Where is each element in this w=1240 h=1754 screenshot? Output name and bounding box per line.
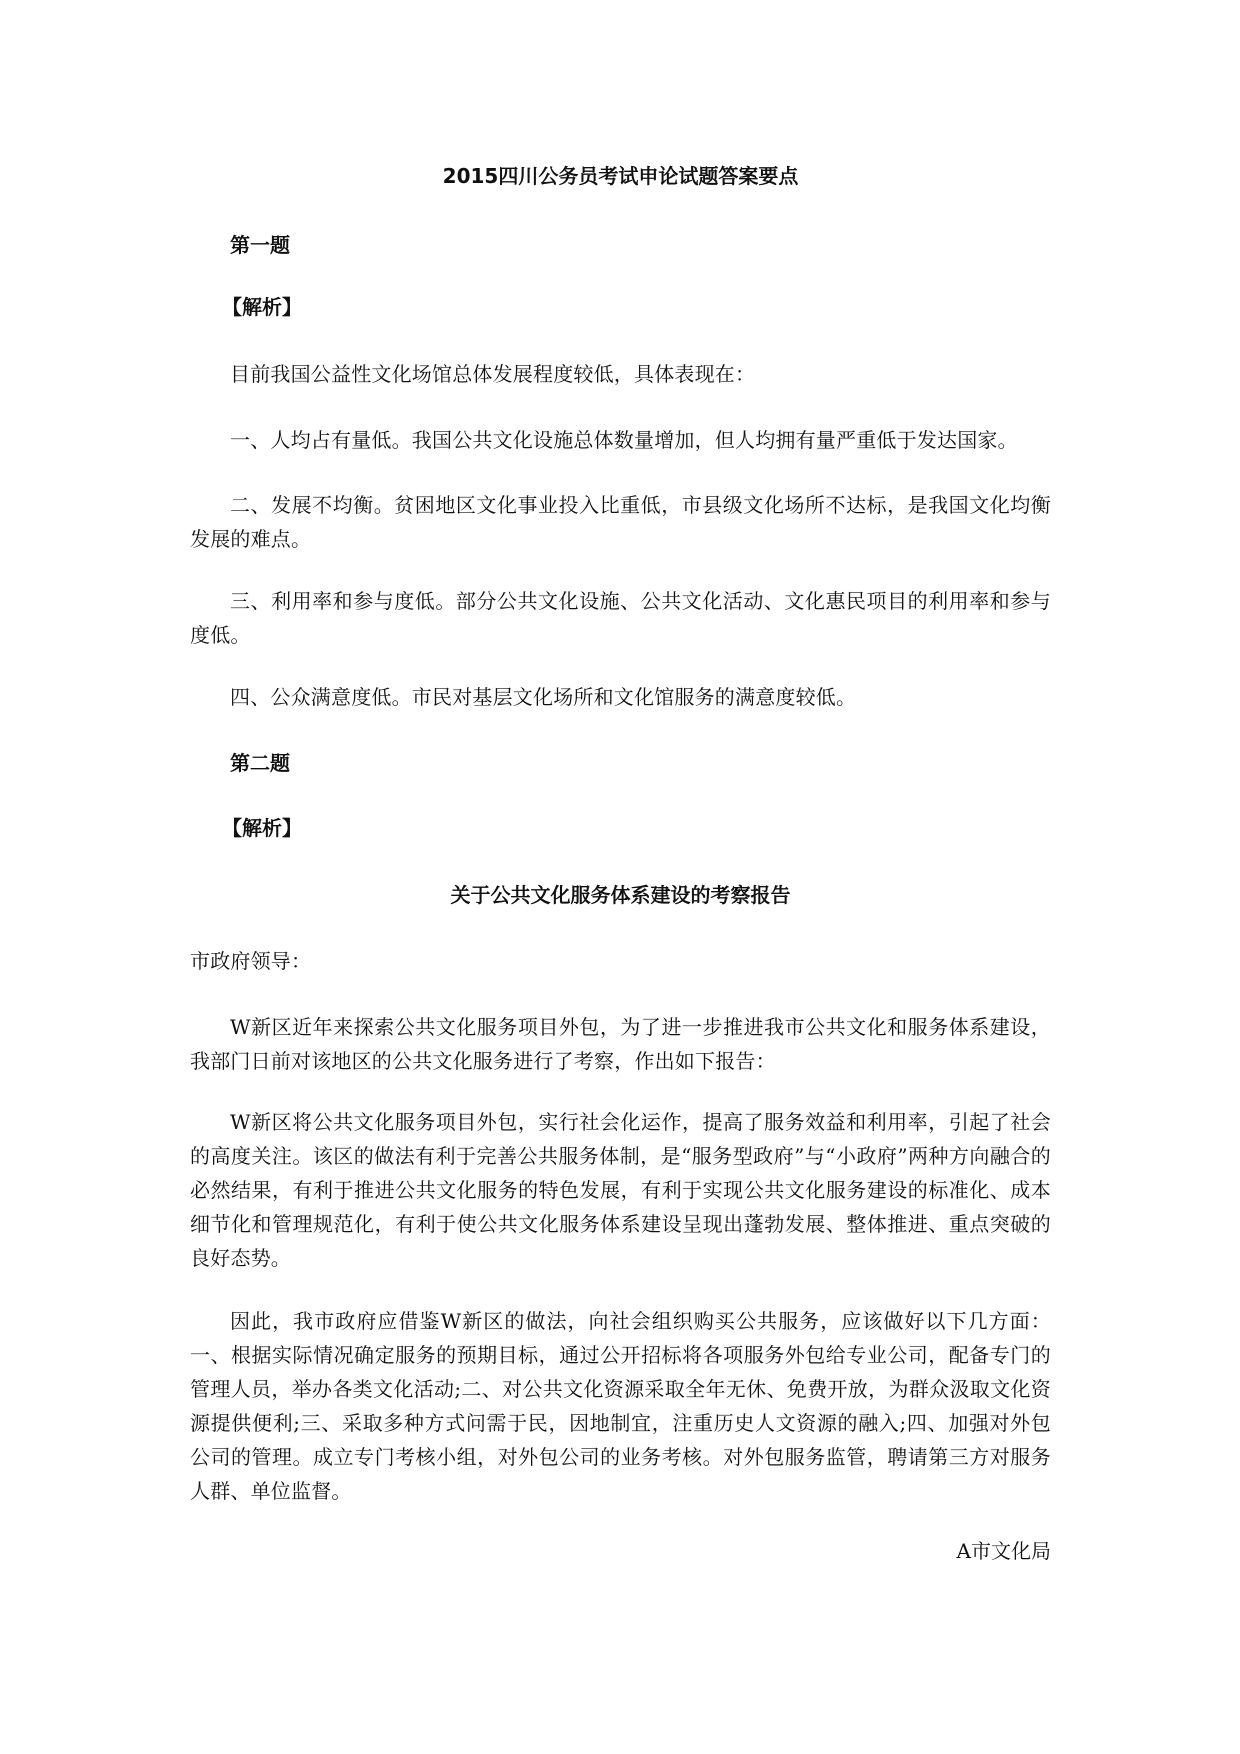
report-salutation: 市政府领导： (190, 949, 312, 973)
q2-heading: 第二题 (230, 751, 290, 775)
report-title: 关于公共文化服务体系建设的考察报告 (450, 883, 791, 907)
report-paragraph-1: W新区近年来探索公共文化服务项目外包，为了进一步推进我市公共文化和服务体系建设，我部门日前对该地区的公共文化服务进行了考察，作出如下报告： (190, 1015, 1051, 1073)
q2-analysis-label: 【解析】 (222, 816, 302, 840)
q1-point-1: 一、人均占有量低。我国公共文化设施总体数量增加，但人均拥有量严重低于发达国家。 (230, 428, 1018, 452)
q1-point-4: 四、公众满意度低。市民对基层文化场所和文化馆服务的满意度较低。 (230, 685, 857, 709)
q1-heading: 第一题 (230, 233, 290, 257)
q1-intro: 目前我国公益性文化场馆总体发展程度较低，具体表现在： (230, 362, 756, 386)
report-paragraph-3: 因此，我市政府应借鉴W新区的做法，向社会组织购买公共服务，应该做好以下几方面：一、根据实际情况确定服务的预期目标，通过公开招标将各项服务外包给专业公司，配备专门的管理人员，举办各类文化活动;二、对公共文化资源采取全年无休、免费开放，为群众汲取文化资源提供便利;三、采取多种方式问需于民，因地制宜，注重历史人文资源的融入;四、加强对外包公司的管理。成立专门考核小组，对外包公司的业务考核。对外包服务监管，聘请第三方对服务人群、单位监督。 (190, 1309, 1051, 1503)
q1-point-2: 二、发展不均衡。贫困地区文化事业投入比重低，市县级文化场所不达标，是我国文化均衡发展的难点。 (190, 493, 1051, 551)
report-signature: A市文化局 (956, 1539, 1051, 1563)
document-title: 2015四川公务员考试申论试题答案要点 (442, 164, 799, 188)
q1-point-3: 三、利用率和参与度低。部分公共文化设施、公共文化活动、文化惠民项目的利用率和参与度低。 (190, 589, 1051, 647)
report-paragraph-2: W新区将公共文化服务项目外包，实行社会化运作，提高了服务效益和利用率，引起了社会的高度关注。该区的做法有利于完善公共服务体制，是“服务型政府”与“小政府”两种方向融合的必然结果，有利于推进公共文化服务的特色发展，有利于实现公共文化服务建设的标准化、成本细节化和管理规范化，有利于使公共文化服务体系建设呈现出蓬勃发展、整体推进、重点突破的良好态势。 (190, 1110, 1051, 1270)
q1-analysis-label: 【解析】 (222, 295, 302, 319)
